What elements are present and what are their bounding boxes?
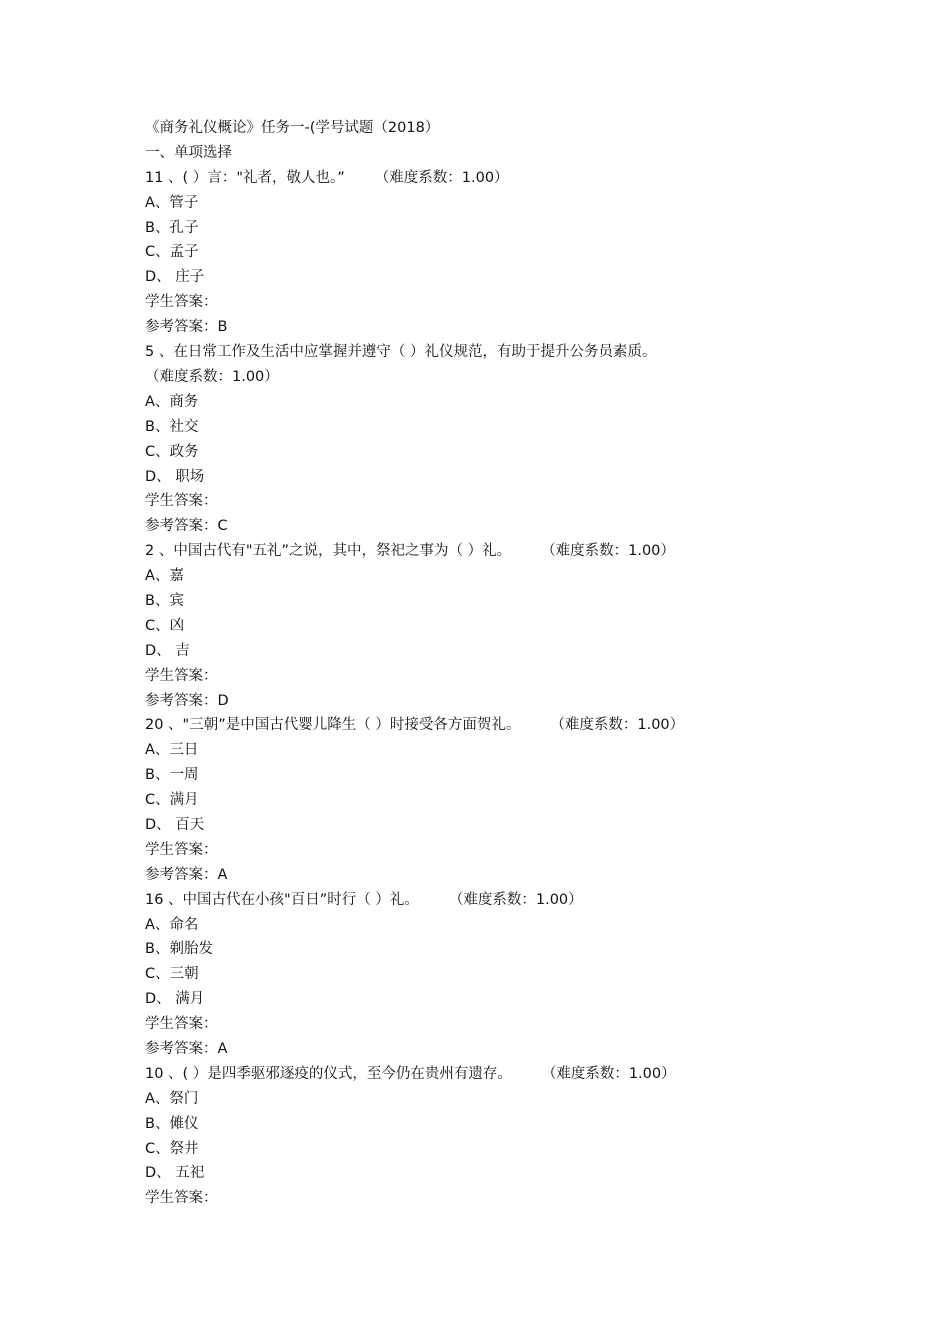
question-stem <box>145 340 815 390</box>
option-c: C、政务 <box>145 443 199 460</box>
option-a: A、管子 <box>145 194 199 211</box>
option-d: D、 满月 <box>145 991 205 1008</box>
option-c: C、满月 <box>145 792 199 809</box>
question-stem <box>145 1062 815 1087</box>
option-b: B、孔子 <box>145 219 199 236</box>
question-stem <box>145 888 815 913</box>
question-text: 2 、中国古代有"五礼”之说，其中，祭祀之事为（ ）礼。 <box>145 543 512 560</box>
difficulty-label: （难度系数：1.00） <box>374 169 509 186</box>
difficulty-label: （难度系数：1.00） <box>145 368 279 385</box>
option-b: B、剃胎发 <box>145 941 213 958</box>
option-a: A、三日 <box>145 742 199 759</box>
student-answer: 学生答案： <box>145 294 218 311</box>
student-answer: 学生答案： <box>145 1190 218 1207</box>
question-text: 11 、( ）言："礼者，敬人也。” <box>145 169 345 186</box>
student-answer: 学生答案： <box>145 667 218 684</box>
question-text: 16 、中国古代在小孩"百日”时行（ ）礼。 <box>145 891 419 908</box>
option-c: C、凶 <box>145 617 185 634</box>
option-b: B、宾 <box>145 592 184 609</box>
difficulty-label: （难度系数：1.00） <box>541 1065 676 1082</box>
option-d: D、 职场 <box>145 468 205 485</box>
option-d: D、 吉 <box>145 642 190 659</box>
option-d: D、 百天 <box>145 816 205 833</box>
student-answer: 学生答案： <box>145 841 218 858</box>
reference-answer: 参考答案：A <box>145 866 228 883</box>
question-text: 10 、( ）是四季驱邪逐疫的仪式，至今仍在贵州有遗存。 <box>145 1065 512 1082</box>
question-text: 20 、"三朝”是中国古代婴儿降生（ ）时接受各方面贺礼。 <box>145 717 521 734</box>
option-b: B、傩仪 <box>145 1115 199 1132</box>
option-b: B、一周 <box>145 767 199 784</box>
option-b: B、社交 <box>145 418 199 435</box>
reference-answer: 参考答案：D <box>145 692 229 709</box>
option-d: D、 五祀 <box>145 1165 205 1182</box>
student-answer: 学生答案： <box>145 1016 218 1033</box>
question-text: 5 、在日常工作及生活中应掌握并遵守（ ）礼仪规范，有助于提升公务员素质。 <box>145 344 657 361</box>
reference-answer: 参考答案：B <box>145 319 228 336</box>
option-a: A、嘉 <box>145 568 184 585</box>
difficulty-label: （难度系数：1.00） <box>550 717 685 734</box>
document-body <box>145 116 815 1211</box>
student-answer: 学生答案： <box>145 493 218 510</box>
question-stem <box>145 713 815 738</box>
option-d: D、 庄子 <box>145 269 205 286</box>
option-c: C、三朝 <box>145 966 199 983</box>
question-stem <box>145 539 815 564</box>
option-c: C、祭井 <box>145 1140 199 1157</box>
option-a: A、商务 <box>145 393 199 410</box>
option-c: C、孟子 <box>145 244 199 261</box>
reference-answer: 参考答案：C <box>145 518 228 535</box>
difficulty-label: （难度系数：1.00） <box>541 543 675 560</box>
document-title: 《商务礼仪概论》任务一-(学号试题（2018） <box>145 120 440 136</box>
difficulty-label: （难度系数：1.00） <box>448 891 583 908</box>
option-a: A、命名 <box>145 916 199 933</box>
question-stem <box>145 166 815 191</box>
reference-answer: 参考答案：A <box>145 1040 228 1057</box>
section-heading: 一、单项选择 <box>145 144 232 161</box>
option-a: A、祭门 <box>145 1090 199 1107</box>
